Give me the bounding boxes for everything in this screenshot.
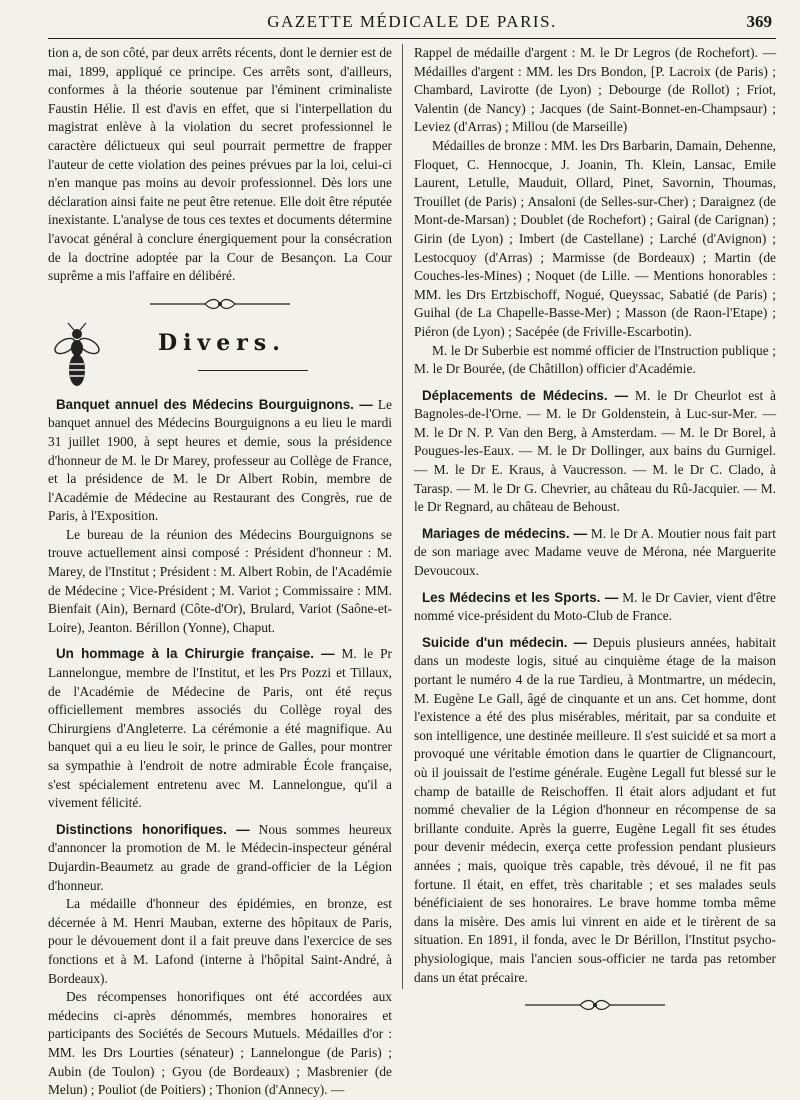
heading-mariages: Mariages de médecins. — xyxy=(422,525,588,541)
left-column xyxy=(48,44,392,1100)
divers-section-header xyxy=(48,322,392,390)
text-medals-1: Rappel de médaille d'argent : M. le Dr Legros (de Rochefort). — Médailles d'argent : MM. les Drs Bondon, [P. Lacroix (de Paris) ; Chambard, Lavirotte (de Lyon) ; Debourge (de Rollot) ; Friot, Valentin (de Nancy) ; Jacques (de Saint-Bonnet-en-Champsaur) ; Leviez (d'Arras) ; Millou (de Marseille) xyxy=(414,45,776,135)
heading-deplacements: Déplacements de Médecins. — xyxy=(422,387,629,403)
text-distinctions-3: Des récompenses honorifiques ont été accordées aux médecins ci-après dénommés, membres honoraires et participants des Sociétés de Secours Mutuels. Médailles d'or : MM. les Drs Lourties (sénateur) ; Lannelongue (de Paris) ; Aubin (de Toulon) ; Gyou (de Bordeaux) ; Masbrenier (de Melun) ; Pouliot (de Poitiers) ; Thonion (d'Annecy). — xyxy=(48,989,392,1098)
continued-paragraph: tion a, de son côté, par deux arrêts récents, dont le dernier est de mai, 1899, appliqué ce principe. Ces arrêts sont, d'ailleurs, conformes à la théorie soutenue par l'éminent criminaliste Faustin Hélie. Il est d'avis en effet, que si l'interpellation du magistrat enlève à la violation du secret professionnel le caractère délictueux qui seul pourrait permettre de frapper l'auteur de cette violation des peines prévues par la loi, celui-ci n'en manque pas moins au devoir professionnel. Dès lors une déclaration ainsi faite ne peut être retenue. Elle doit être réputée inexistante. L'analyse de tous ces textes et documents détermine l'avocat général à conclure énergiquement pour la consécration de la doctrine adoptée par la Cour de Besançon. La Cour suprême a mis l'affaire en délibéré. xyxy=(48,45,392,284)
article-hommage xyxy=(48,645,392,812)
text-distinctions-1: Nous sommes heureux d'annoncer la promotion de M. le Médecin-inspecteur général Dujardin-Beaumetz au grade de grand-officier de la Légion d'honneur. xyxy=(48,821,392,893)
text-distinctions-2: La médaille d'honneur des épidémies, en bronze, est décernée à M. Henri Mauban, externe des hôpitaux de Paris, pour le dévouement dont il a fait preuve dans l'exercice de ses fonctions et à M. Lafond (interne à l'hôpital Saint-André, à Bordeaux). xyxy=(48,896,392,986)
heading-hommage: Un hommage à la Chirurgie française. — xyxy=(56,646,335,662)
page-header xyxy=(48,8,776,39)
right-column xyxy=(414,44,776,1023)
ornament-divider-bottom xyxy=(414,997,776,1017)
article-distinctions xyxy=(48,821,392,895)
journal-title: GAZETTE MÉDICALE DE PARIS. xyxy=(267,12,557,31)
heading-banquet: Banquet annuel des Médecins Bourguignons. — xyxy=(56,396,373,412)
heading-distinctions: Distinctions honorifiques. — xyxy=(56,821,250,837)
text-hommage: M. le Pr Lannelongue, membre de l'Institut, et les Prs Pozzi et Tillaux, de l'Académie de Médecine de Paris, ont été reçus officiellement membres associés du Collège royal des Chirurgiens d'Angleterre. La cérémonie a été magnifique. Au banquet qui a eu lieu le soir, le prince de Galles, pour montrer sa sympathie à l'endroit de notre admirable École française, s'est spécialement entretenu avec M. Lannelongue, qu'il a vivement félicité. xyxy=(48,646,392,811)
column-divider xyxy=(402,44,403,989)
heading-suicide: Suicide d'un médecin. — xyxy=(422,634,587,650)
section-title: Divers. xyxy=(158,329,286,356)
title-underline xyxy=(198,370,308,371)
ornament-divider xyxy=(48,296,392,316)
text-sports: M. le Dr Cavier, vient d'être nommé vice-président du Moto-Club de France. xyxy=(414,589,776,624)
heading-sports: Les Médecins et les Sports. — xyxy=(422,589,619,605)
text-banquet-1: Le banquet annuel des Médecins Bourguignons a eu lieu le mardi 31 juillet 1900, à sept heures et demie, sous la présidence d'honneur de M. le Dr Marey, professeur au Collège de France, et la présidence de M. le Dr Albert Robin, membre de l'Académie de Médecine au Restaurant des Congrès, rue de Paris, à l'Exposition. xyxy=(48,396,392,524)
article-banquet xyxy=(48,396,392,526)
text-medals-2: Médailles de bronze : MM. les Drs Barbarin, Damain, Dehenne, Floquet, C. Hennocque, J. Joanin, Th. Klein, Lansac, Emile Laurent, Letulle, Mauduit, Ollard, Pinet, Savornin, Thoumas, Trouillet (de Paris) ; Ansaloni (de Selles-sur-Cher) ; Daraignez (de Mont-de-Marsan) ; Doublet (de Rochefort) ; Gairal (de Carignan) ; Girin (de Lyon) ; Imbert (de Castellane) ; Larché (d'Avignon) ; Lestocquoy (d'Arras) ; Marmisse (de Bordeaux) ; Martin (de Couches-les-Mines) ; Noquet (de Lille. — Mentions honorables : MM. les Drs Ertzbischoff, Nogué, Queyssac, Sabatié (de Paris) ; Guihal (de La Chapelle-Basse-Mer) ; Masson (de Raon-l'Etape) ; Piéron (de Lyon) ; Sacépée (de Friville-Escarbotin). xyxy=(414,137,776,339)
text-banquet-2: Le bureau de la réunion des Médecins Bourguignons se trouve actuellement ainsi composé : Président d'honneur : M. Marey, de l'Institut ; Président : M. Albert Robin, de l'Académie de Médecine ; Vice-Président ; M. Variot ; Commissaire : MM. Bienfait (Ain), Bernard (Côte-d'Or), Brulard, Variot (Saône-et-Loire), Jeanton. Bérillon (Yonne), Chaput. xyxy=(48,526,392,635)
article-mariages xyxy=(414,525,776,581)
text-deplacements: M. le Dr Cheurlot est à Bagnoles-de-l'Orne. — M. le Dr Goldenstein, à Luc-sur-Mer. — M. le Dr N. P. Van den Berg, à Amsterdam. — M. le Dr Borel, à Pougues-les-Eaux. — M. le Dr Dollinger, aux bains du Gurnigel. — M. le Dr E. Kraus, à Vaucresson. — M. le Dr C. Clado, à Tarasp. — M. le Dr G. Chevrier, au château du Rû-Jacquier. — M. le Dr Regnard, au château de Behoust. xyxy=(414,387,776,515)
article-deplacements xyxy=(414,387,776,517)
ornament-icon xyxy=(145,296,295,312)
article-sports xyxy=(414,589,776,626)
article-suicide xyxy=(414,634,776,987)
text-mariages: M. le Dr A. Moutier nous fait part de son mariage avec Madame veuve de Mérona, née Marguerite Devoucoux. xyxy=(414,525,776,579)
bee-emblem-icon xyxy=(52,322,102,390)
text-medals-3: M. le Dr Suberbie est nommé officier de l'Instruction publique ; M. le Dr Bourée, (de Châtillon) officier d'Académie. xyxy=(414,342,776,377)
text-suicide: Depuis plusieurs années, habitait dans un modeste logis, situé au cinquième étage de la maison portant le numéro 4 de la rue Tardieu, à Montmartre, un médecin, M. Eugène Le Gall, âgé de cinquante et un ans. Cet homme, dont l'existence a été des plus misérables, méritait, par sa conduite et son intelligence, une destinée meilleure. Il s'est suicidé et sa mort a provoqué une véritable émotion dans le quartier de Clignancourt, où il jouissait de l'estime générale. Eugène Legall fut blessé sur le champ de bataille de Reischoffen. Il était alors adjudant et fut nommé chevalier de la Légion d'honneur en récompense de sa brillante conduite. Après la guerre, Eugène Legall fit ses études pour devenir médecin, exerça cette profession pendant plusieurs années ; mais, quoique très capable, très dévoué, il ne fit pas fortune. Il était, en effet, très charitable ; et ses malades seuls bénéficiaient de ses honoraires. Le brave homme tomba même dans la misère. Des amis lui vinrent en aide et le tirèrent de sa situation. En 1891, il fonda, avec le Dr Bérillon, l'Institut psycho-physiologique, mais l'ancien sous-officier ne tarda pas retomber dans un état précaire. xyxy=(414,634,776,985)
ornament-icon xyxy=(520,997,670,1013)
page-number: 369 xyxy=(746,12,772,31)
